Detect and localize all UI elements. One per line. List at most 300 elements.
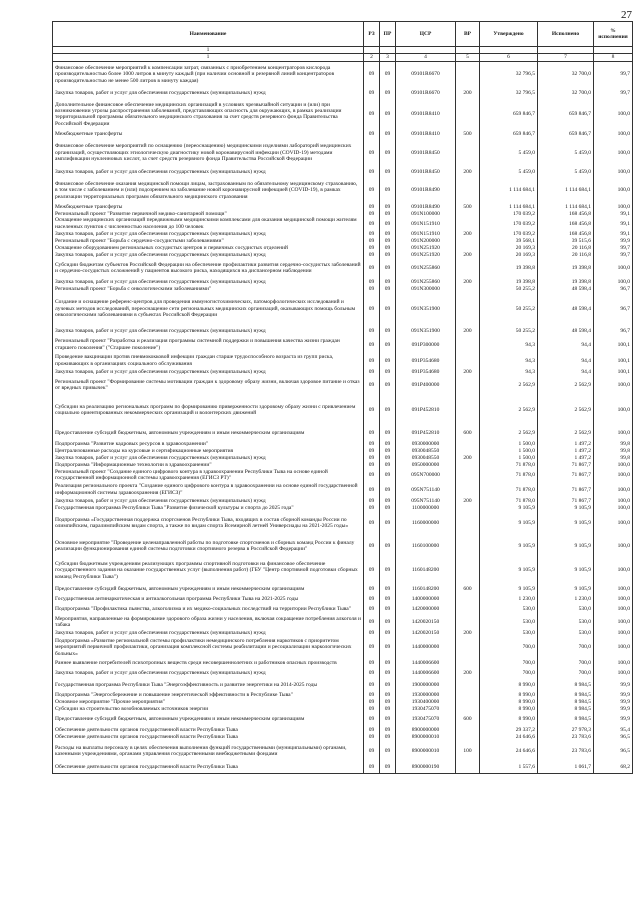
cell-vr [456,468,480,482]
cell-percent: 99,7 [594,251,633,258]
cell-csr: 091N251920 [396,244,456,251]
cell-csr: 09101R8450 [396,138,456,167]
cell-vr [456,698,480,705]
column-number: 6 [480,54,538,61]
cell-csr: 8900000010 [396,733,456,741]
cell-csr: 0930000000 [396,440,456,447]
cell-pr: 09 [380,376,396,394]
table-row [53,668,633,678]
cell-csr: 091N351900 [396,325,456,336]
cell-percent: 100,1 [594,368,633,376]
cell-rz: 09 [364,447,380,454]
cell-rz: 09 [364,705,380,712]
cell-name: Реализация регионального проекта "Создание единого цифрового контура в здравоохранении на основе единой государственной информационной системы здравоохранения (ЕГИСЗ)" [53,482,364,497]
budget-table-container [52,21,632,774]
cell-approved: 71 878,0 [480,482,538,497]
cell-rz: 09 [364,595,380,603]
cell-vr: 600 [456,583,480,595]
table-row [53,440,633,447]
cell-approved: 8 990,0 [480,678,538,691]
cell-executed: 71 867,7 [538,482,594,497]
cell-executed: 1 061,7 [538,761,594,773]
cell-approved: 50 255,2 [480,285,538,292]
cell-csr: 8900000010 [396,741,456,761]
cell-approved: 9 105,9 [480,557,538,583]
cell-executed: 5 459,0 [538,167,594,177]
cell-csr: 1900000000 [396,678,456,691]
cell-rz: 09 [364,497,380,504]
cell-name: Обеспечение деятельности органов государственной власти Республики Тыва [53,761,364,773]
cell-name: Региональный проект "Создание единого цифрового контура в здравоохранении Республики Тыва на основе единой государственной информационной системы здравоохранения (ЕГИСЗ РТ)" [53,468,364,482]
cell-percent: 100,0 [594,258,633,278]
cell-vr: 200 [456,87,480,98]
cell-approved: 9 105,9 [480,583,538,595]
cell-pr: 09 [380,251,396,258]
cell-rz: 09 [364,278,380,285]
cell-name: Подпрограмма "Информационные технологии в здравоохранении" [53,461,364,468]
table-row [53,230,633,237]
cell-executed: 20 116,8 [538,244,594,251]
cell-percent: 100,0 [594,468,633,482]
table-row [53,258,633,278]
cell-csr: 09101R8490 [396,177,456,203]
cell-rz: 09 [364,535,380,557]
cell-name: Подпрограмма «Государственная поддержка спортсменов Республики Тыва, входящих в состав сборной команды России по олимпийским, паралимпийским видам спорта, а также по видам спорта Всемирной летней Универсиады на 2021-2025 годы» [53,511,364,535]
cell-vr [456,636,480,658]
cell-pr: 09 [380,394,396,426]
cell-name: Предоставление субсидий бюджетным, автономным учреждениям и иным некоммерческим организациям [53,712,364,726]
cell-approved: 1 114 684,1 [480,203,538,210]
cell-rz: 09 [364,482,380,497]
cell-approved: 19 398,8 [480,278,538,285]
table-row [53,292,633,325]
cell-name: Обеспечение деятельности органов государственной власти Республики Тыва [53,726,364,733]
table-row [53,130,633,138]
cell-name: Закупка товаров, работ и услуг для обеспечения государственных (муниципальных) нужд [53,325,364,336]
table-row [53,336,633,353]
cell-percent: 100,0 [594,535,633,557]
cell-rz: 09 [364,244,380,251]
table-row [53,237,633,244]
cell-vr [456,177,480,203]
cell-pr: 09 [380,603,396,615]
cell-executed: 1 497,2 [538,440,594,447]
cell-pr: 09 [380,454,396,461]
cell-executed: 9 105,9 [538,504,594,511]
cell-approved: 2 562,9 [480,426,538,440]
table-row [53,482,633,497]
cell-vr: 200 [456,278,480,285]
cell-vr [456,705,480,712]
cell-approved: 170 039,2 [480,230,538,237]
table-row [53,615,633,629]
cell-name: Оснащение медицинских организаций передвижными медицинскими комплексами для оказания медицинской помощи жителям населенных пунктов с численностью населения до 100 человек [53,217,364,230]
table-row [53,278,633,285]
header-csr: ЦСР [396,22,456,47]
cell-csr: 095N751140 [396,482,456,497]
cell-pr: 09 [380,336,396,353]
subheader-row [53,47,633,54]
subheader-cell [380,47,396,54]
cell-pr: 09 [380,237,396,244]
cell-approved: 1 500,0 [480,454,538,461]
cell-approved: 1 500,0 [480,440,538,447]
cell-name: Государственная программа Республики Тыва "Энергоэффективность и развитие энергетики на 2014-2025 годы [53,678,364,691]
cell-name: Субсидии на реализацию региональных программ по формированию приверженности здоровому образу жизни с привлечением социально ориентированных некоммерческих организаций и волонтерских движений [53,394,364,426]
cell-csr: 091P452810 [396,426,456,440]
cell-rz: 09 [364,440,380,447]
cell-approved: 5 459,0 [480,167,538,177]
cell-percent: 99,9 [594,237,633,244]
cell-vr: 200 [456,325,480,336]
header-approved: Утверждено [480,22,538,47]
cell-name: Региональный проект "Борьба с сердечно-сосудистыми заболеваниями" [53,237,364,244]
cell-csr: 09101R6670 [396,87,456,98]
subheader-cell [594,47,633,54]
table-row [53,244,633,251]
cell-rz: 09 [364,461,380,468]
cell-approved: 32 796,5 [480,61,538,87]
cell-pr: 09 [380,504,396,511]
cell-percent: 68,2 [594,761,633,773]
cell-vr [456,482,480,497]
cell-pr: 09 [380,87,396,98]
cell-pr: 09 [380,636,396,658]
cell-name: Закупка товаров, работ и услуг для обеспечения государственных (муниципальных) нужд [53,167,364,177]
cell-pr: 09 [380,130,396,138]
table-row [53,595,633,603]
cell-pr: 09 [380,583,396,595]
cell-vr [456,678,480,691]
cell-percent: 100,0 [594,130,633,138]
header-percent: % исполнения [594,22,633,47]
cell-pr: 09 [380,535,396,557]
cell-vr [456,217,480,230]
table-row [53,557,633,583]
subheader-cell [364,47,380,54]
column-number: 1 [53,54,364,61]
cell-percent: 99,9 [594,691,633,698]
cell-rz: 09 [364,167,380,177]
cell-name: Региональный проект "Борьба с онкологическими заболеваниями" [53,285,364,292]
cell-percent: 99,1 [594,217,633,230]
cell-executed: 1 114 684,1 [538,203,594,210]
cell-csr: 1400000000 [396,595,456,603]
cell-csr: 091N100000 [396,210,456,217]
cell-approved: 530,0 [480,629,538,636]
cell-rz: 09 [364,636,380,658]
cell-name: Закупка товаров, работ и услуг для обеспечения государственных (муниципальных) нужд [53,368,364,376]
cell-csr: 1930000000 [396,691,456,698]
cell-pr: 09 [380,426,396,440]
cell-executed: 71 867,7 [538,461,594,468]
table-row [53,98,633,130]
cell-vr [456,447,480,454]
cell-name: Финансовое обеспечение оказания медицинской помощи лицам, застрахованным по обязательному медицинскому страхованию, в том числе с заболеванием и (или) подозрением на заболевание новой коронавирусной инфекцией (COVID-19), в рамках реализации территориальных программ обязательного медицинского страхования [53,177,364,203]
cell-approved: 700,0 [480,636,538,658]
cell-rz: 09 [364,733,380,741]
cell-executed: 19 398,8 [538,258,594,278]
cell-executed: 94,4 [538,336,594,353]
cell-csr: 1930475070 [396,712,456,726]
cell-rz: 09 [364,368,380,376]
cell-approved: 659 846,7 [480,98,538,130]
cell-pr: 09 [380,761,396,773]
cell-vr: 200 [456,629,480,636]
cell-name: Создание и оснащение референс-центров для проведения иммуногистохимических, патоморфологических исследований и лучевых методов исследований, переоснащение сети региональных медицинских организаций, оказывающих помощь больным онкологическими заболеваниями в субъектах Российской Федерации [53,292,364,325]
cell-csr: 1930475070 [396,705,456,712]
cell-percent: 100,0 [594,603,633,615]
cell-vr [456,761,480,773]
cell-vr: 200 [456,368,480,376]
cell-percent: 100,0 [594,177,633,203]
cell-name: Оснащение оборудованием региональных сосудистых центров и первичных сосудистых отделений [53,244,364,251]
cell-executed: 71 867,7 [538,497,594,504]
cell-vr: 200 [456,668,480,678]
cell-vr: 600 [456,426,480,440]
cell-executed: 168 456,8 [538,217,594,230]
cell-name: Основное мероприятие "Проведение целенаправленной работы по подготовке спортсменов и сборных команд России к финалу реализации функционирования единой системы подготовки спортивного резерва в Российской Федерации" [53,535,364,557]
cell-rz: 09 [364,217,380,230]
cell-name: Подпрограмма «Развитие региональной системы профилактики немедицинского потребления наркотиков с приоритетом мероприятий первичной профилактики, организация комплексной системы реабилитации и ресоциализации наркологических больных» [53,636,364,658]
cell-approved: 700,0 [480,668,538,678]
subheader-cell [480,47,538,54]
cell-csr: 091N200000 [396,237,456,244]
cell-approved: 2 562,9 [480,376,538,394]
header-pr: ПР [380,22,396,47]
cell-percent: 100,0 [594,595,633,603]
cell-rz: 09 [364,237,380,244]
cell-percent: 100,0 [594,461,633,468]
cell-rz: 09 [364,615,380,629]
cell-csr: 095N751140 [396,497,456,504]
cell-percent: 100,0 [594,557,633,583]
cell-csr: 1930400000 [396,698,456,705]
cell-percent: 100,0 [594,497,633,504]
cell-executed: 48 598,4 [538,325,594,336]
cell-csr: 1440006600 [396,658,456,668]
table-row [53,761,633,773]
column-number: 5 [456,54,480,61]
cell-rz: 09 [364,285,380,292]
table-row [53,325,633,336]
cell-vr: 500 [456,130,480,138]
cell-csr: 0950000000 [396,461,456,468]
cell-vr [456,336,480,353]
cell-name: Региональный проект "Развитие первичной медико-санитарной помощи" [53,210,364,217]
cell-pr: 09 [380,741,396,761]
cell-rz: 09 [364,210,380,217]
cell-pr: 09 [380,203,396,210]
cell-csr: 1420000000 [396,603,456,615]
cell-executed: 530,0 [538,629,594,636]
cell-vr [456,615,480,629]
cell-name: Закупка товаров, работ и услуг для обеспечения государственных (муниципальных) нужд [53,668,364,678]
cell-name: Финансовое обеспечение мероприятий по оснащению (переоснащению) медицинскими изделиями лабораторий медицинских организаций, осуществляющих этиологическую диагностику новой коронавирусной инфекции (COVID-19) методами амплификации нуклеиновых кислот, за счет средств резервного фонда Правительства Российской Федерации [53,138,364,167]
cell-approved: 8 990,0 [480,712,538,726]
cell-csr: 091N251920 [396,251,456,258]
cell-vr [456,98,480,130]
cell-pr: 09 [380,285,396,292]
cell-approved: 32 796,5 [480,87,538,98]
table-row [53,447,633,454]
cell-rz: 09 [364,376,380,394]
cell-executed: 94,4 [538,368,594,376]
cell-rz: 09 [364,658,380,668]
cell-executed: 23 783,6 [538,733,594,741]
cell-pr: 09 [380,61,396,87]
cell-percent: 100,0 [594,615,633,629]
cell-percent: 100,0 [594,98,633,130]
cell-rz: 09 [364,138,380,167]
cell-name: Дополнительное финансовое обеспечение медицинских организаций в условиях чрезвычайной ситуации и (или) при возникновении угрозы распространения заболеваний, представляющих опасность для окружающих, в рамках реализации территориальной программы обязательного медицинского страхования за счет средств резервного фонда Правительства Российской Федерации [53,98,364,130]
cell-csr: 0930048550 [396,447,456,454]
cell-vr [456,258,480,278]
cell-executed: 20 116,8 [538,251,594,258]
cell-vr [456,440,480,447]
cell-vr: 200 [456,454,480,461]
table-row [53,376,633,394]
cell-percent: 100,0 [594,629,633,636]
cell-percent: 100,0 [594,394,633,426]
cell-approved: 530,0 [480,615,538,629]
cell-name: Региональный проект "Формирование системы мотивации граждан к здоровому образу жизни, включая здоровое питание и отказ от вредных привычек" [53,376,364,394]
cell-approved: 50 255,2 [480,292,538,325]
cell-vr [456,61,480,87]
cell-executed: 5 459,0 [538,138,594,167]
cell-csr: 1420020150 [396,629,456,636]
column-number: 2 [364,54,380,61]
table-row [53,636,633,658]
cell-percent: 100,1 [594,336,633,353]
cell-pr: 09 [380,678,396,691]
cell-pr: 09 [380,733,396,741]
cell-name: Закупка товаров, работ и услуг для обеспечения государственных (муниципальных) нужд [53,251,364,258]
page-number: 27 [621,9,632,21]
cell-approved: 8 990,0 [480,705,538,712]
cell-rz: 09 [364,603,380,615]
cell-vr [456,658,480,668]
subheader-cell [396,47,456,54]
cell-percent: 99,9 [594,698,633,705]
cell-vr [456,244,480,251]
cell-rz: 09 [364,426,380,440]
cell-vr [456,595,480,603]
cell-vr: 100 [456,741,480,761]
cell-name: Региональный проект "Разработка и реализация программы системной поддержки и повышения качества жизни граждан старшего поколения" ("Старшее поколение") [53,336,364,353]
cell-vr [456,504,480,511]
cell-executed: 8 984,5 [538,712,594,726]
cell-csr: 1440006600 [396,668,456,678]
cell-csr: 09101R8490 [396,203,456,210]
cell-csr: 091N255860 [396,278,456,285]
cell-approved: 94,3 [480,336,538,353]
cell-csr: 8900000000 [396,726,456,733]
cell-percent: 99,9 [594,678,633,691]
cell-pr: 09 [380,440,396,447]
cell-approved: 9 105,9 [480,511,538,535]
cell-executed: 71 867,7 [538,468,594,482]
cell-executed: 19 398,8 [538,278,594,285]
cell-vr [456,511,480,535]
cell-name: Закупка товаров, работ и услуг для обеспечения государственных (муниципальных) нужд [53,454,364,461]
cell-pr: 09 [380,497,396,504]
cell-name: Раннее выявление потребителей психотропных веществ среди несовершеннолетних и работников опасных производств [53,658,364,668]
cell-vr [456,210,480,217]
cell-pr: 09 [380,482,396,497]
cell-csr: 091P452810 [396,394,456,426]
cell-executed: 700,0 [538,658,594,668]
cell-executed: 94,4 [538,353,594,368]
table-row [53,535,633,557]
cell-percent: 100,0 [594,583,633,595]
cell-percent: 100,0 [594,203,633,210]
cell-name: Подпрограмма "Энергосбережение и повышение энергетической эффективности в Республике Тыва" [53,691,364,698]
cell-csr: 091P354680 [396,353,456,368]
cell-executed: 32 700,0 [538,87,594,98]
cell-percent: 96,5 [594,733,633,741]
cell-pr: 09 [380,230,396,237]
cell-csr: 095N700000 [396,468,456,482]
cell-csr: 091N300000 [396,285,456,292]
cell-vr: 500 [456,203,480,210]
cell-csr: 0930048550 [396,454,456,461]
cell-executed: 1 230,0 [538,595,594,603]
table-row [53,583,633,595]
table-row [53,251,633,258]
cell-name: Закупка товаров, работ и услуг для обеспечения государственных (муниципальных) нужд [53,629,364,636]
cell-vr [456,394,480,426]
cell-approved: 20 169,3 [480,251,538,258]
cell-pr: 09 [380,177,396,203]
cell-vr [456,237,480,244]
cell-executed: 23 783,6 [538,741,594,761]
table-row [53,217,633,230]
header-row [53,22,633,47]
cell-percent: 100,0 [594,426,633,440]
cell-pr: 09 [380,705,396,712]
cell-pr: 09 [380,615,396,629]
cell-approved: 1 114 684,1 [480,177,538,203]
table-row [53,678,633,691]
cell-approved: 9 105,9 [480,504,538,511]
table-row [53,203,633,210]
cell-rz: 09 [364,583,380,595]
cell-pr: 09 [380,461,396,468]
cell-vr [456,557,480,583]
table-row [53,454,633,461]
cell-name: Закупка товаров, работ и услуг для обеспечения государственных (муниципальных) нужд [53,497,364,504]
cell-rz: 09 [364,629,380,636]
cell-rz: 09 [364,668,380,678]
cell-pr: 09 [380,726,396,733]
cell-percent: 99,8 [594,447,633,454]
table-row [53,426,633,440]
cell-percent: 96,7 [594,285,633,292]
cell-rz: 09 [364,691,380,698]
cell-approved: 29 337,2 [480,726,538,733]
cell-approved: 71 878,0 [480,497,538,504]
cell-rz: 09 [364,726,380,733]
cell-rz: 09 [364,325,380,336]
cell-percent: 96,7 [594,325,633,336]
cell-name: Закупка товаров, работ и услуг для обеспечения государственных (муниципальных) нужд [53,87,364,98]
cell-vr: 200 [456,167,480,177]
cell-executed: 9 105,9 [538,583,594,595]
cell-vr [456,691,480,698]
cell-csr: 091P400000 [396,376,456,394]
cell-vr [456,285,480,292]
